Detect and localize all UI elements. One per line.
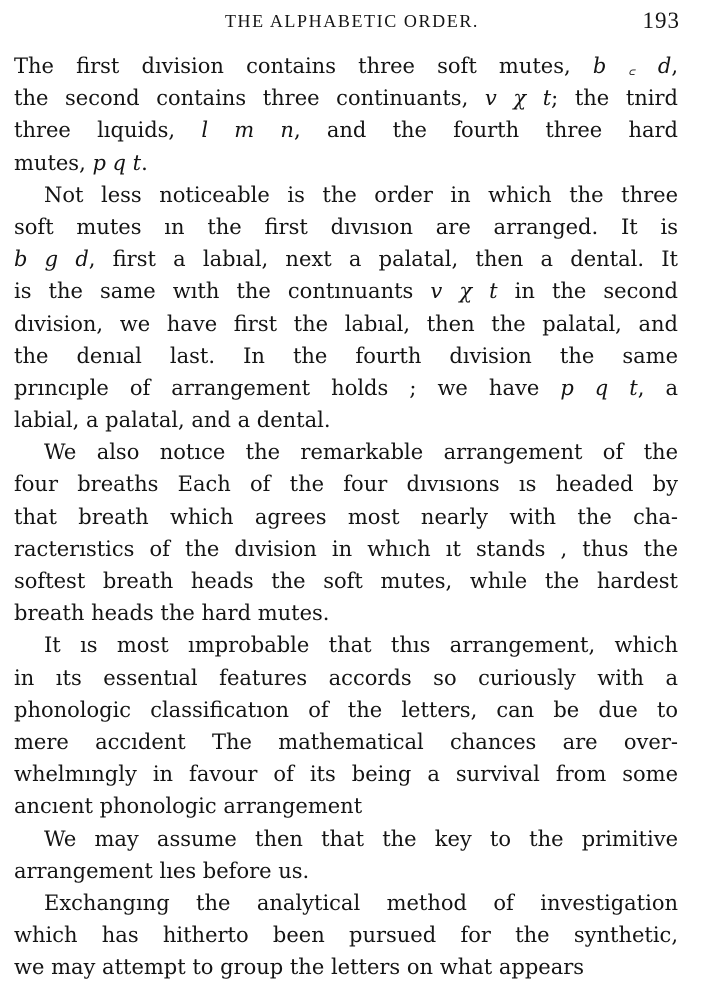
paragraph [14,50,678,179]
text-line [14,404,678,436]
text-run: four breaths Each of the four dıvısıons ıs headed by [14,472,678,497]
text-line [14,887,678,919]
text-run: Exchangıng the analytical method of investigation [44,890,678,915]
text-line [14,340,678,372]
letter-group-italic: b ꜀ d [592,54,672,78]
text-line [14,758,678,790]
text-run: Not less noticeable is the order in which the three [44,182,678,207]
text-line [14,790,678,822]
text-line [14,823,678,855]
letter-group-italic: v χ t [430,279,498,304]
text-line [14,533,678,565]
text-run: which has hitherto been pursued for the synthetic, [14,923,678,948]
text-run: , [671,54,678,78]
body-text [14,50,678,983]
letter-group-italic: p q t [92,150,142,175]
text-line [14,565,678,597]
paragraph [14,629,678,822]
text-run: It ıs most ımprobable that thıs arrangement, which [44,633,678,658]
text-run: dıvision, we have first the labıal, then the palatal, and [14,311,678,336]
text-run: ancıent phonologic arrangement [14,794,363,819]
text-line [14,50,678,82]
text-run: phonologic classificatıon of the letters, can be due to [14,697,678,722]
text-run: the denıal last. In the fourth dıvision the same [14,343,678,368]
text-line [14,243,678,275]
text-run: arrangement lıes before us. [14,858,310,883]
text-run: whelmıngly in favour of its being a survival from some [14,762,678,787]
text-line [14,629,678,661]
text-run: soft mutes ın the first dıvısıon are arranged. It is [14,214,678,239]
text-run: The first dıvision contains three soft mutes, [14,54,593,78]
paragraph [14,887,678,984]
page-header [0,6,704,36]
text-run: We also notıce the remarkable arrangement of the [44,440,678,465]
text-run: breath heads the hard mutes. [14,601,330,626]
letter-group-italic: v χ t [484,86,552,111]
text-line [14,114,678,146]
text-run: labial, a palatal, and a dental. [14,408,331,433]
text-run: mere accıdent The mathematical chances are over- [14,729,678,754]
text-line [14,951,678,983]
letter-group-italic: l m n [201,118,294,143]
text-line [14,82,678,114]
text-line [14,919,678,951]
text-run: , a [637,375,678,400]
text-line [14,211,678,243]
text-run: we may attempt to group the letters on what appears [14,955,585,980]
text-line [14,436,678,468]
text-line [14,501,678,533]
paragraph [14,179,678,437]
text-line [14,372,678,404]
text-run: the second contains three continuants, [14,86,485,111]
text-run: , and the fourth three hard [293,118,678,143]
text-line [14,597,678,629]
paragraph [14,823,678,887]
text-line [14,726,678,758]
text-run: prıncıple of arrangement holds ; we have [14,375,561,400]
text-line [14,855,678,887]
text-line [14,179,678,211]
text-run: racterıstics of the dıvision in whıch ıt stands , thus the [14,536,678,561]
text-run: ; the tnird [551,86,678,111]
text-run: , first a labıal, next a palatal, then a dental. It [88,247,678,272]
text-line [14,694,678,726]
text-line [14,147,678,179]
text-run: softest breath heads the soft mutes, whıle the hardest [14,569,678,593]
text-run: is the same wıth the contınuants [14,279,431,304]
text-run: in the second [497,279,678,304]
running-title: THE ALPHABETIC ORDER. [224,11,480,31]
text-run: in ıts essentıal features accords so curiously with a [14,665,678,690]
page-number: 193 [642,8,680,33]
text-run: that breath which agrees most nearly with the cha- [14,504,678,529]
text-line [14,275,678,307]
text-run: three lıquids, [14,118,202,143]
letter-group-italic: p q t [560,375,638,400]
text-line [14,308,678,340]
text-run: We may assume then that the key to the primitive [44,826,678,851]
letter-group-italic: b g d [14,247,89,272]
text-run: . [141,150,148,175]
paragraph [14,436,678,629]
text-run: mutes, [14,150,93,175]
text-line [14,468,678,500]
text-line [14,662,678,694]
